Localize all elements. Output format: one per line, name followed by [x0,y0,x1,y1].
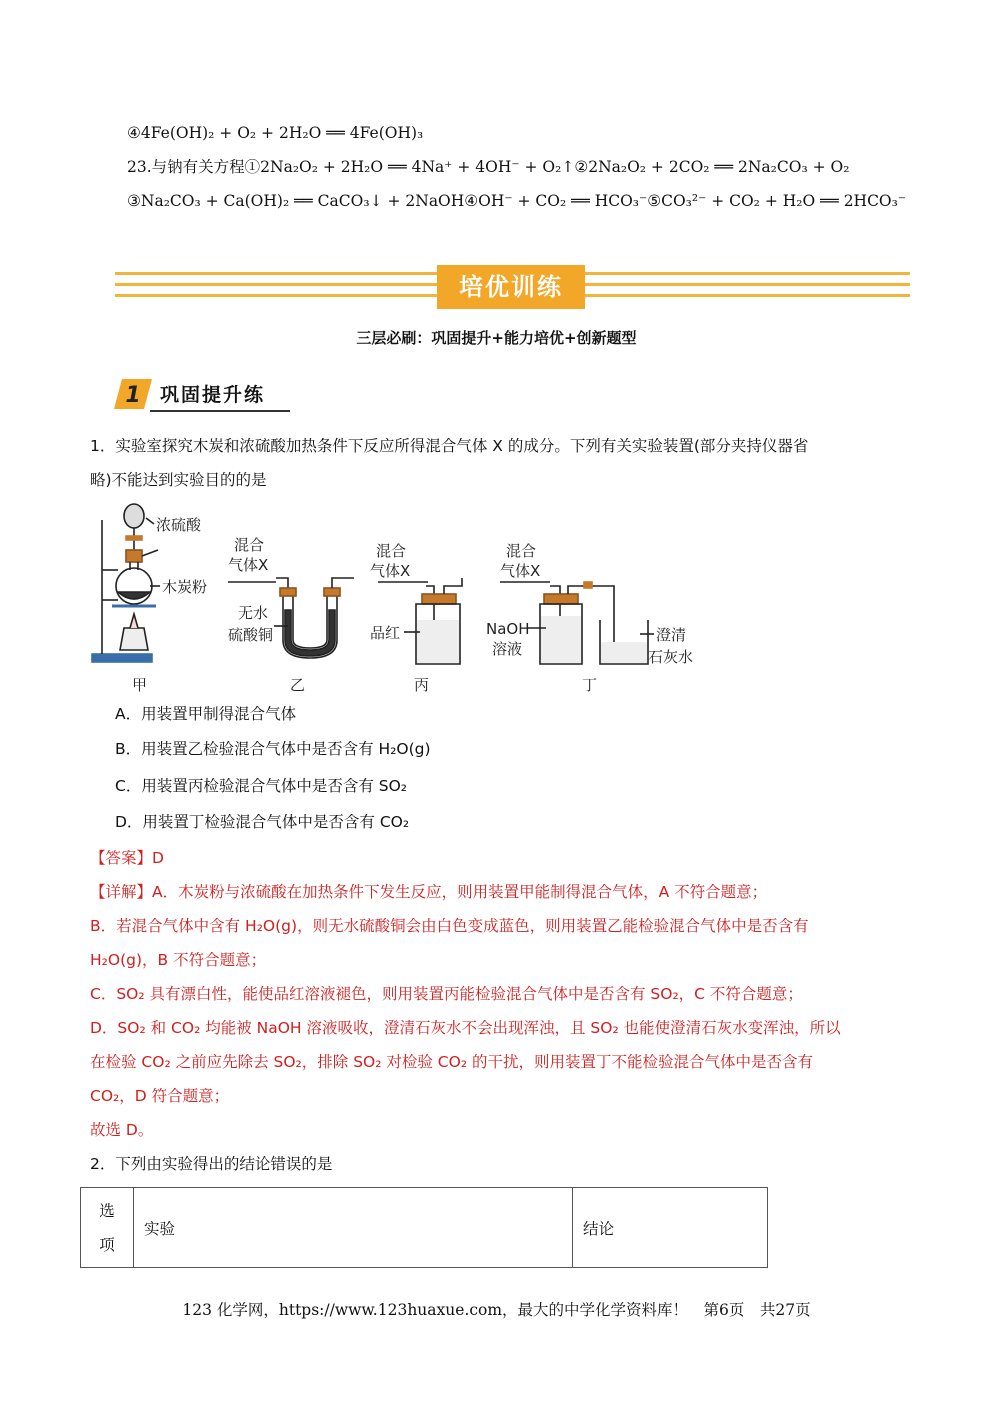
q1-option-c: C．用装置丙检验混合气体中是否含有 SO₂ [115,777,408,795]
q1-option-d: D．用装置丁检验混合气体中是否含有 CO₂ [115,813,410,831]
table-header-conclusion: 结论 [573,1188,768,1268]
equation-line-2: 23.与钠有关方程①2Na₂O₂ + 2H₂O ══ 4Na⁺ + 4OH⁻ + O₂↑②2Na₂O₂ + 2CO₂ ══ 2Na₂CO₃ + O₂ [127,158,850,176]
q1-answer: 【答案】D [90,849,164,867]
label-mixgas-ding-2: 气体X [500,562,541,580]
q1-stem-line-1: 1．实验室探究木炭和浓硫酸加热条件下反应所得混合气体 X 的成分。下列有关实验装置(部分夹持仪器省 [90,437,809,455]
label-mixgas-yi-2: 气体X [228,556,269,574]
table-row [81,1188,768,1268]
section-underline [150,410,290,412]
section-number-badge [112,377,154,411]
section-title: 巩固提升练 [160,384,266,406]
q1-explain-line-1: 【详解】A．木炭粉与浓硫酸在加热条件下发生反应，则用装置甲能制得混合气体，A 不符合题意； [90,883,768,901]
q1-explain-line-6: 在检验 CO₂ 之前应先除去 SO₂，排除 SO₂ 对检验 CO₂ 的干扰，则用装置丁不能检验混合气体中是否含有 [90,1053,813,1071]
label-mixgas-bing-2: 气体X [370,562,411,580]
table-header-experiment: 实验 [134,1188,573,1268]
q1-explain-line-8: 故选 D。 [90,1121,154,1139]
label-naoh-1: NaOH [486,620,530,638]
label-mixgas-yi-1: 混合 [234,536,265,554]
label-naoh-2: 溶液 [492,640,523,658]
label-limewater-1: 澄清 [656,626,687,644]
table-header-option-1: 选 [99,1201,115,1220]
label-jia: 甲 [132,676,148,694]
equation-line-1: ④4Fe(OH)₂ + O₂ + 2H₂O ══ 4Fe(OH)₃ [127,124,424,142]
label-anhydrous-1: 无水 [238,604,269,622]
label-mixgas-bing-1: 混合 [376,542,407,560]
q1-explain-line-4: C．SO₂ 具有漂白性，能使品红溶液褪色，则用装置丙能检验混合气体中是否含有 SO₂，C 不符合题意； [90,985,803,1003]
q1-explain-line-7: CO₂，D 符合题意； [90,1087,230,1105]
section-subtitle: 三层必刷：巩固提升+能力培优+创新题型 [356,329,637,347]
q1-stem-line-2: 略)不能达到实验目的的是 [90,471,267,489]
label-anhydrous-2: 硫酸铜 [228,626,274,644]
section-number: 1 [125,383,141,408]
label-limewater-2: 石灰水 [648,648,694,666]
label-ding: 丁 [582,676,598,694]
q2-table [80,1187,768,1268]
label-yi: 乙 [290,676,306,694]
table-header-option-2: 项 [99,1235,115,1254]
label-pinhong: 品红 [370,624,401,642]
q2-stem: 2．下列由实验得出的结论错误的是 [90,1155,333,1173]
label-conc-acid: 浓硫酸 [156,516,202,534]
q1-option-a: A．用装置甲制得混合气体 [115,705,297,723]
q1-option-b: B．用装置乙检验混合气体中是否含有 H₂O(g) [115,740,431,758]
apparatus-figure [88,500,718,700]
q1-explain-line-5: D．SO₂ 和 CO₂ 均能被 NaOH 溶液吸收，澄清石灰水不会出现浑浊，且 SO₂ 也能使澄清石灰水变浑浊，所以 [90,1019,841,1037]
banner-title: 培优训练 [437,265,585,309]
q1-explain-line-2: B．若混合气体中含有 H₂O(g)，则无水硫酸铜会由白色变成蓝色，则用装置乙能检验混合气体中是否含有 [90,917,809,935]
table-header-option [81,1188,134,1268]
label-charcoal: 木炭粉 [162,578,208,596]
label-bing: 丙 [414,676,430,694]
equation-line-3: ③Na₂CO₃ + Ca(OH)₂ ══ CaCO₃↓ + 2NaOH④OH⁻ + CO₂ ══ HCO₃⁻⑤CO₃²⁻ + CO₂ + H₂O ══ 2HCO₃⁻ [127,192,907,210]
q1-explain-line-3: H₂O(g)，B 不符合题意； [90,951,267,969]
label-mixgas-ding-1: 混合 [506,542,537,560]
page-footer: 123 化学网，https://www.123huaxue.com，最大的中学化学资料库！ 第6页 共27页 [182,1301,811,1319]
